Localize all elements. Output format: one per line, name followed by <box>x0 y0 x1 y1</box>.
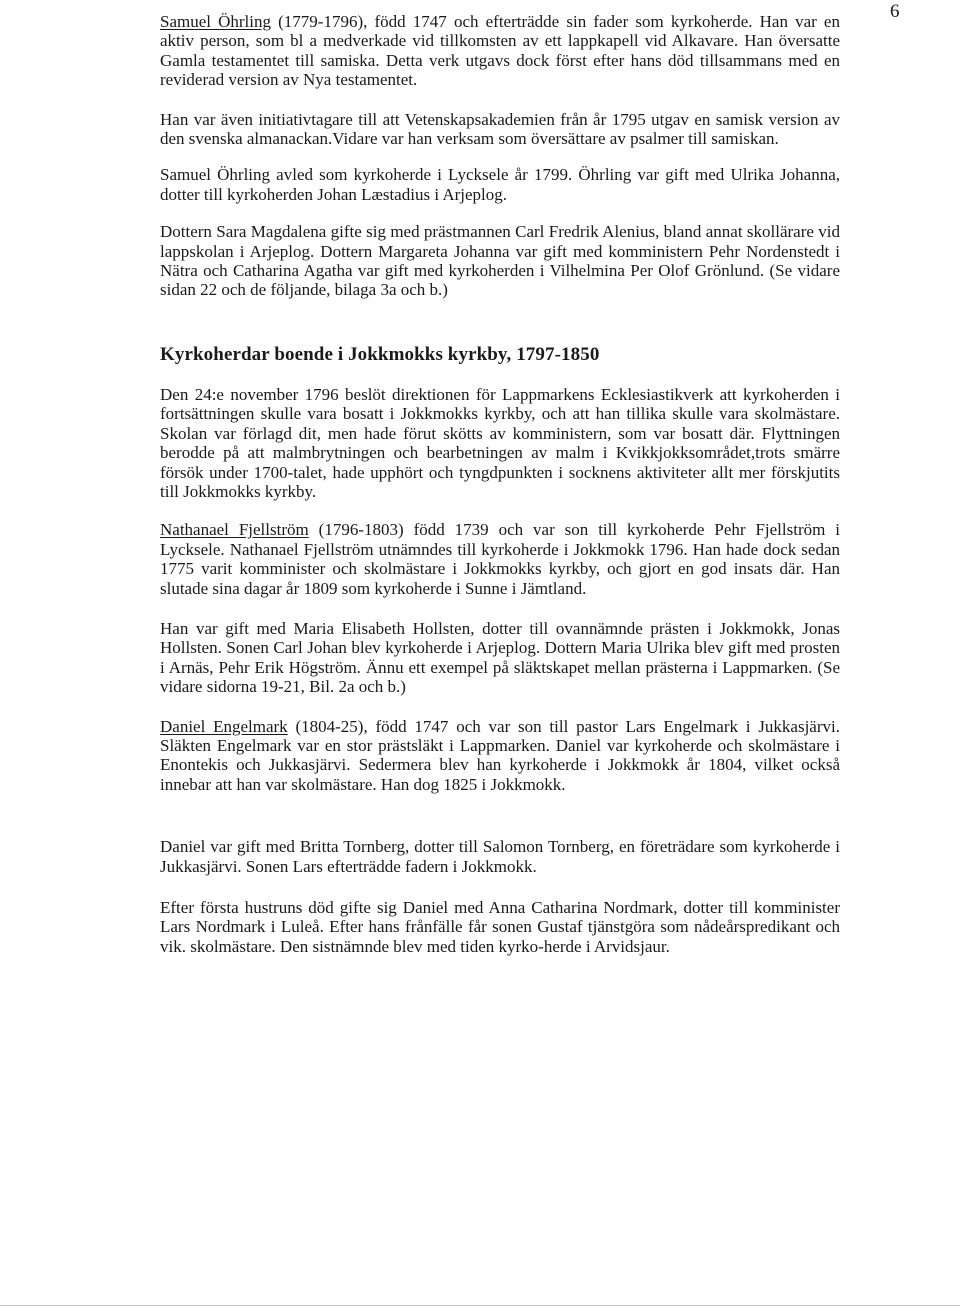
paragraph-tornberg-marriage: Daniel var gift med Britta Tornberg, dotter till Salomon Tornberg, en företrädare som kyrkoherde i Jukkasjärvi. Sonen Lars efterträdde fadern i Jokkmokk. <box>160 837 840 876</box>
paragraph-text: (1796-1803) född 1739 och var son till kyrkoherde Pehr Fjellström i Lycksele. Nathanael Fjellström utnämndes till kyrkoherde i Jokkmokk 1796. Han hade dock sedan 1775 varit komminister och skolmästare i Jokkmokks kyrkby, och gjort en god insats där. Han slutade sina dagar år 1809 som kyrkoherde i Sunne i Jämtland. <box>160 520 840 598</box>
paragraph-samuel-ohrling <box>160 12 840 90</box>
paragraph-nathanael-fjellstrom <box>160 520 840 598</box>
person-name-underlined: Daniel Engelmark <box>160 716 288 736</box>
paragraph-decision-1796: Den 24:e november 1796 beslöt direktionen för Lappmarkens Ecklesiastikverk att kyrkoherden i fortsättningen skulle vara bosatt i Jokkmokks kyrkby, och att han tillika skulle vara skolmästare. Skolan var förlagd dit, men hade förut skötts av komministern, som var bosatt där. Flyttningen berodde på att malmbrytningen och bearbetningen av malm i Kvikkjokksområdet,trots smärre försök under 1700-talet, hade upphört och tyngdpunkten i socknens aktiviteter allt mer förskjutits till Jokkmokks kyrkby. <box>160 384 840 501</box>
paragraph-nordmark-marriage: Efter första hustruns död gifte sig Daniel med Anna Catharina Nordmark, dotter till komminister Lars Nordmark i Luleå. Efter hans frånfälle får sonen Gustaf tjänstgöra som nådeårspredikant och vik. skolmästare. Den sistnämnde blev med tiden kyrko-herde i Arvidsjaur. <box>160 898 840 956</box>
paragraph-ohrling-death: Samuel Öhrling avled som kyrkoherde i Lycksele år 1799. Öhrling var gift med Ulrika Johanna, dotter till kyrkoherden Johan Læstadius i Arjeplog. <box>160 165 840 204</box>
paragraph-daniel-engelmark <box>160 717 840 795</box>
section-heading: Kyrkoherdar boende i Jokkmokks kyrkby, 1797-1850 <box>160 343 600 365</box>
person-name-underlined: Samuel Öhrling <box>160 12 272 31</box>
person-name-underlined: Nathanael Fjellström <box>160 520 309 540</box>
paragraph-text: (1779-1796), född 1747 och efterträdde sin fader som kyrkoherde. Han var en aktiv person, som bl a medverkade vid tillkomsten av ett lappkapell vid Alkavare. Han översatte Gamla testamentet till samiska. Detta verk utgavs dock först efter hans död tillsammans med en reviderad version av Nya testamentet. <box>160 12 840 90</box>
paragraph-hollsten-marriage: Han var gift med Maria Elisabeth Hollsten, dotter till ovannämnde prästen i Jokkmokk, Jonas Hollsten. Sonen Carl Johan blev kyrkoherde i Arjeplog. Dottern Maria Ulrika blev gift med prosten i Arnäs, Pehr Erik Högström. Ännu ett exempel på släktskapet mellan prästerna i Lappmarken. (Se vidare sidorna 19-21, Bil. 2a och b.) <box>160 618 840 697</box>
paragraph-text: (1804-25), född 1747 och var son till pastor Lars Engelmark i Jukkasjärvi. Släkten Engelmark var en stor prästsläkt i Lappmarken. Daniel var kyrkoherde och skolmästare i Enontekis och Jukkasjärvi. Sedermera blev han kyrkoherde i Jokkmokk år 1804, vilket också innebar att han var skolmästare. Han dog 1825 i Jokkmokk. <box>160 716 840 794</box>
page-bottom-edge <box>0 1305 960 1306</box>
paragraph-almanacka: Han var även initiativtagare till att Vetenskapsakademien från år 1795 utgav en samisk version av den svenska almanackan.Vidare var han verksam som översättare av psalmer till samiskan. <box>160 109 840 149</box>
paragraph-daughters: Dottern Sara Magdalena gifte sig med prästmannen Carl Fredrik Alenius, bland annat skollärare vid lappskolan i Arjeplog. Dottern Margareta Johanna var gift med komministern Pehr Nordenstedt i Nätra och Catharina Agatha var gift med kyrkoherden i Vilhelmina Per Olof Grönlund. (Se vidare sidan 22 och de följande, bilaga 3a och b.) <box>160 222 840 300</box>
document-body <box>160 12 840 956</box>
page-number: 6 <box>890 1 900 22</box>
